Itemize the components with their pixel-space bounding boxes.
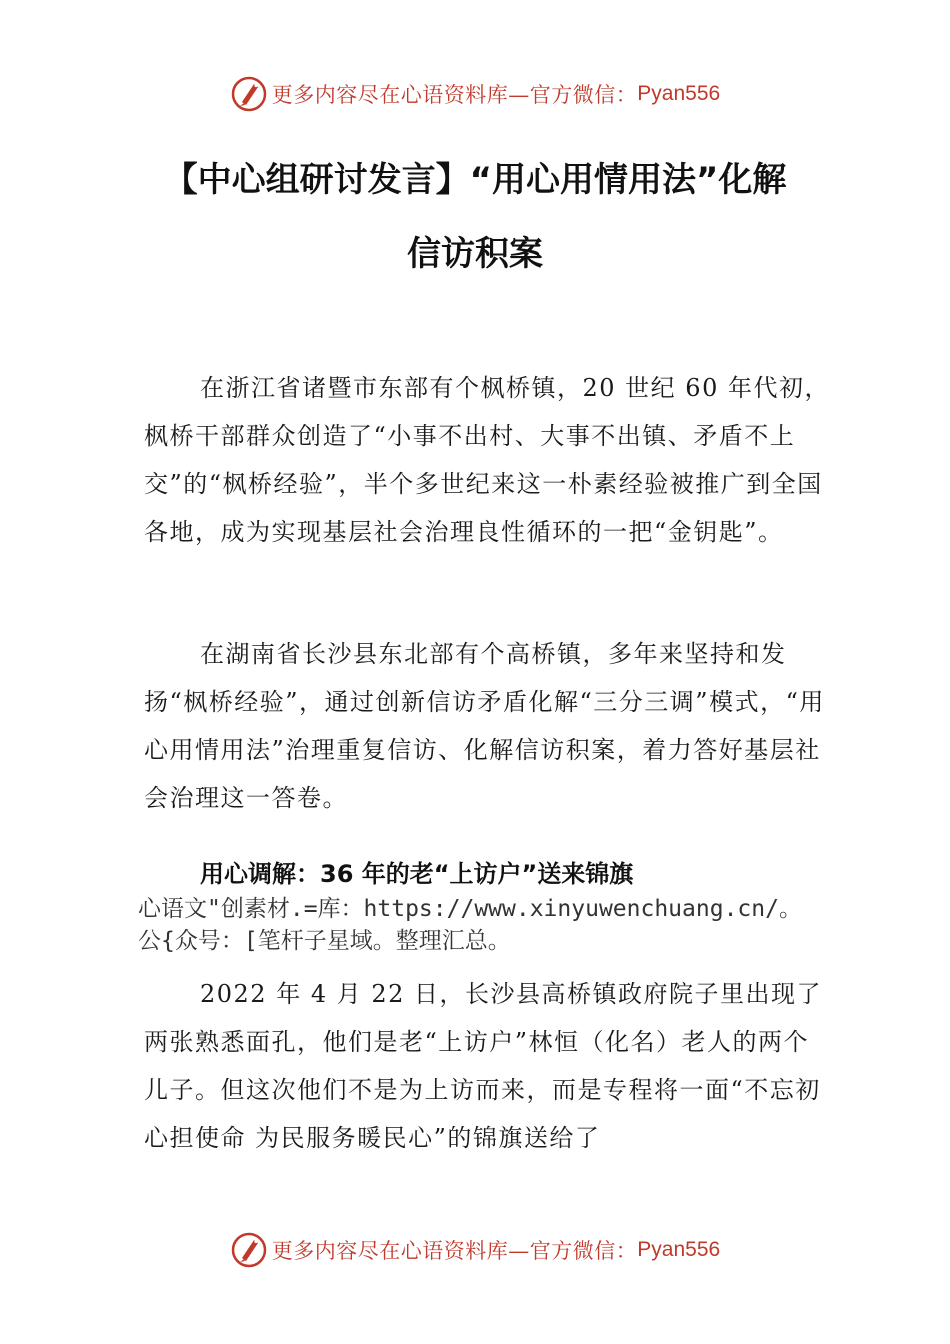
banner-text: 更多内容尽在心语资料库—官方微信：: [271, 1239, 638, 1263]
banner-wechat-id: Pyan556: [637, 82, 721, 105]
document-title-line-1: 【中心组研讨发言】“用心用情用法”化解: [163, 160, 787, 200]
document-title-line-2: 信访积案: [407, 234, 543, 274]
banner-wechat-id: Pyan556: [637, 1238, 721, 1261]
pen-nib-logo-icon: [230, 75, 268, 113]
watermark-line-2: 公{众号：[笔杆子星域。整理汇总。: [138, 928, 511, 954]
paragraph-fengqiao: 在浙江省诸暨市东部有个枫桥镇，20 世纪 60 年代初，枫桥干部群众创造了“小事不出村、大事不出镇、矛盾不上交”的“枫桥经验”，半个多世纪来这一朴素经验被推广到全国各地，成为实现基层社会治理良性循环的一把“金钥匙”。: [144, 374, 830, 546]
paragraph-gaoqiao: 在湖南省长沙县东北部有个高桥镇，多年来坚持和发扬“枫桥经验”，通过创新信访矛盾化解“三分三调”模式，“用心用情用法”治理重复信访、化解信访积案，着力答好基层社会治理这一答卷。: [144, 640, 825, 812]
pen-nib-logo-icon: [230, 1231, 268, 1269]
paragraph-2022-event: 2022 年 4 月 22 日，长沙县高桥镇政府院子里出现了两张熟悉面孔，他们是老“上访户”林恒（化名）老人的两个儿子。但这次他们不是为上访而来，而是专程将一面“不忘初心担使命 为民服务暖民心”的锦旗送给了: [144, 980, 823, 1152]
section-heading: 用心调解：36 年的老“上访户”送来锦旗: [200, 860, 634, 888]
header-banner: [0, 72, 950, 116]
watermark-line-1: 心语文"创素材.=库：https://www.xinyuwenchuang.cn/。: [138, 896, 802, 922]
banner-text: 更多内容尽在心语资料库—官方微信：: [271, 83, 638, 107]
footer-banner: [0, 1228, 950, 1272]
